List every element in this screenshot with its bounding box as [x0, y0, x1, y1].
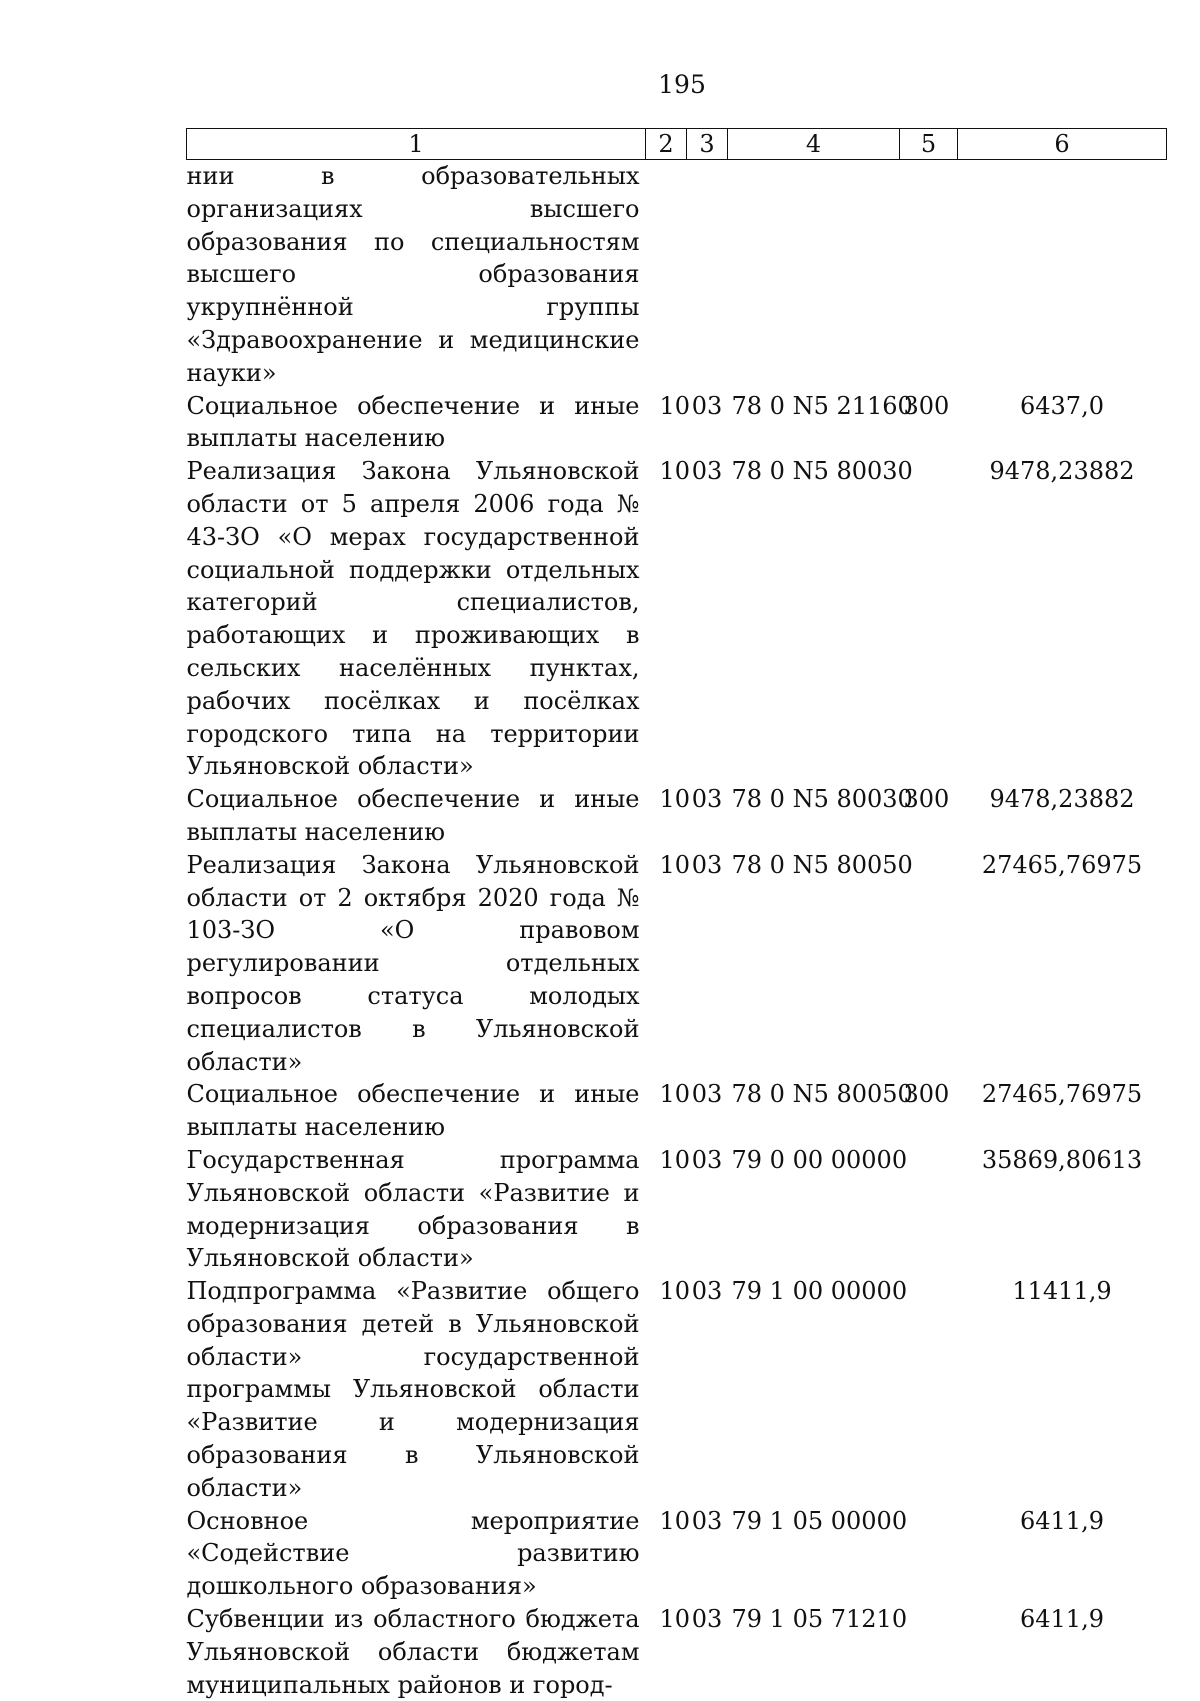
row-amount: 6437,0	[958, 390, 1167, 456]
row-section-code: 10	[646, 1603, 687, 1701]
row-subsection-code: 03	[687, 783, 728, 849]
row-target-article: 79 1 00 00000	[728, 1275, 900, 1505]
row-expense-type	[900, 1144, 958, 1275]
row-subsection-code: 03	[687, 390, 728, 456]
header-row	[187, 129, 1167, 160]
budget-table	[186, 128, 1167, 1701]
row-target-article	[728, 160, 900, 390]
row-amount: 27465,76975	[958, 849, 1167, 1079]
header-col-6: 6	[958, 129, 1167, 160]
header-col-2: 2	[646, 129, 687, 160]
row-subsection-code: 03	[687, 1144, 728, 1275]
row-target-article: 78 0 N5 80050	[728, 1078, 900, 1144]
page-number: 195	[0, 70, 1200, 100]
row-target-article: 79 1 05 00000	[728, 1505, 900, 1603]
row-section-code: 10	[646, 1275, 687, 1505]
row-description: Реализация Закона Ульяновской области от 2 октября 2020 года № 103-ЗО «О правовом регулировании отдельных вопросов статуса молодых специалистов в Ульяновской области»	[187, 849, 646, 1079]
row-expense-type	[900, 849, 958, 1079]
row-target-article: 78 0 N5 80030	[728, 455, 900, 783]
header-col-3: 3	[687, 129, 728, 160]
table-row	[187, 1505, 1167, 1603]
row-subsection-code: 03	[687, 1275, 728, 1505]
row-target-article: 78 0 N5 21160	[728, 390, 900, 456]
row-expense-type: 300	[900, 390, 958, 456]
row-amount: 9478,23882	[958, 783, 1167, 849]
row-subsection-code: 03	[687, 1603, 728, 1701]
table-row	[187, 1275, 1167, 1505]
table-row	[187, 1603, 1167, 1701]
table-row	[187, 390, 1167, 456]
row-amount: 6411,9	[958, 1603, 1167, 1701]
row-section-code: 10	[646, 849, 687, 1079]
row-amount: 27465,76975	[958, 1078, 1167, 1144]
table-row	[187, 783, 1167, 849]
row-subsection-code	[687, 160, 728, 390]
row-subsection-code: 03	[687, 1505, 728, 1603]
row-amount: 6411,9	[958, 1505, 1167, 1603]
row-subsection-code: 03	[687, 455, 728, 783]
row-expense-type: 300	[900, 1078, 958, 1144]
table-row	[187, 160, 1167, 390]
table-header	[187, 129, 1167, 160]
row-section-code: 10	[646, 1078, 687, 1144]
row-expense-type	[900, 1505, 958, 1603]
header-col-4: 4	[728, 129, 900, 160]
row-subsection-code: 03	[687, 849, 728, 1079]
row-target-article: 79 1 05 71210	[728, 1603, 900, 1701]
row-section-code: 10	[646, 390, 687, 456]
row-description: Государственная программа Ульяновской области «Развитие и модернизация образования в Ульяновской области»	[187, 1144, 646, 1275]
row-section-code: 10	[646, 783, 687, 849]
row-description: нии в образовательных организациях высшего образования по специальностям высшего образования укрупнённой группы «Здравоохранение и медицинские науки»	[187, 160, 646, 390]
row-expense-type	[900, 1603, 958, 1701]
row-amount: 35869,80613	[958, 1144, 1167, 1275]
row-description: Социальное обеспечение и иные выплаты населению	[187, 783, 646, 849]
header-col-5: 5	[900, 129, 958, 160]
row-amount: 11411,9	[958, 1275, 1167, 1505]
row-section-code: 10	[646, 1144, 687, 1275]
row-description: Основное мероприятие «Содействие развитию дошкольного образования»	[187, 1505, 646, 1603]
row-description: Социальное обеспечение и иные выплаты населению	[187, 1078, 646, 1144]
row-expense-type: 300	[900, 783, 958, 849]
row-description: Подпрограмма «Развитие общего образования детей в Ульяновской области» государственной программы Ульяновской области «Развитие и модернизация образования в Ульяновской области»	[187, 1275, 646, 1505]
table-row	[187, 1144, 1167, 1275]
row-target-article: 79 0 00 00000	[728, 1144, 900, 1275]
row-target-article: 78 0 N5 80050	[728, 849, 900, 1079]
row-section-code: 10	[646, 1505, 687, 1603]
row-amount	[958, 160, 1167, 390]
row-expense-type	[900, 1275, 958, 1505]
table-row	[187, 455, 1167, 783]
row-subsection-code: 03	[687, 1078, 728, 1144]
row-expense-type	[900, 455, 958, 783]
row-section-code	[646, 160, 687, 390]
row-amount: 9478,23882	[958, 455, 1167, 783]
table-row	[187, 849, 1167, 1079]
row-description: Реализация Закона Ульяновской области от 5 апреля 2006 года № 43-ЗО «О мерах государственной социальной поддержки отдельных категорий специалистов, работающих и проживающих в сельских населённых пунктах, рабочих посёлках и посёлках городского типа на территории Ульяновской области»	[187, 455, 646, 783]
row-target-article: 78 0 N5 80030	[728, 783, 900, 849]
row-section-code: 10	[646, 455, 687, 783]
row-description: Субвенции из областного бюджета Ульяновской области бюджетам муниципальных районов и город-	[187, 1603, 646, 1701]
table-row	[187, 1078, 1167, 1144]
row-expense-type	[900, 160, 958, 390]
row-description: Социальное обеспечение и иные выплаты населению	[187, 390, 646, 456]
header-col-1: 1	[187, 129, 646, 160]
table-body	[187, 160, 1167, 1701]
